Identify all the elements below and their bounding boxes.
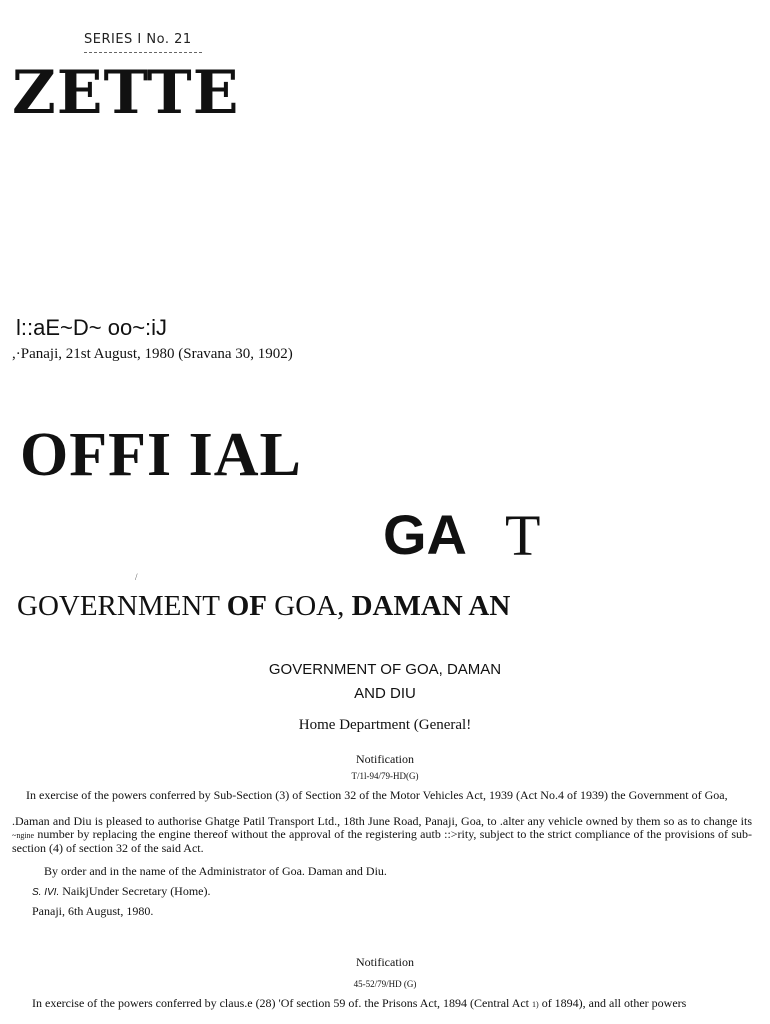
notification-reference: T/1l-94/79-HD(G) [351,771,419,781]
title-gazette-part-a: GA [383,503,467,566]
government-heading-part2: OF [226,590,267,622]
government-heading-part1: GOVERNMENT [17,590,227,622]
notification-2-paragraph [32,996,758,1011]
series-number: SERIES I No. 21 [84,32,192,47]
signatory-line [32,884,211,899]
place-date: Panaji, 6th August, 1980. [32,904,154,918]
title-official: OFFI IAL [20,421,302,489]
header-code-line: l::aE~D~ oo~:iJ [16,315,168,340]
notification-2-paragraph-end: of 1894), and all other powers [538,996,687,1010]
notice-government-line2: AND DIU [354,685,416,702]
stray-mark: / [135,572,138,582]
department-name: Home Department (General! [298,717,472,733]
title-gazette-part-b: T [505,503,541,568]
notification-2-paragraph-number: 1) [532,1000,539,1009]
gazette-logo: ZETTE [12,58,240,128]
government-heading [17,590,510,623]
signatory-initials: S. IVI. [32,887,60,898]
notification-2-heading: Notification [356,955,414,969]
paragraph-2-engine-word: ~ngine [12,831,35,840]
government-heading-part3: GOA, [267,590,352,622]
paragraph-2-end: number by replacing the engine thereof without the approval of the registering autb ::>rity, subject to the strict compliance of the provisions of sub-section (4) of section 32 of the said Act. [12,827,752,855]
notification-2-paragraph-start: In exercise of the powers conferred by claus.e (28) 'Of section 59 of. the Prisons Act, 1894 (Central Act [32,996,533,1010]
paragraph-2-start: .Daman and Diu is pleased to authorise Ghatge Patil Transport Ltd., 18th June Road, Panaji, Goa, to .alter any vehicle owned by them so as to change its [12,814,752,828]
notification-2-reference: 45-52/79/HD (G) [353,979,417,989]
notification-paragraph-1: In exercise of the powers conferred by Sub-Section (3) of Section 32 of the Motor Vehicles Act, 1939 (Act No.4 of 1939) the Government of Goa, [26,788,728,802]
series-rule [84,52,202,53]
issue-date: ,·Panaji, 21st August, 1980 (Sravana 30, 1902) [12,346,293,362]
signatory-name: NaikjUnder Secretary (Home). [59,884,211,898]
notice-government-line1: GOVERNMENT OF GOA, DAMAN [268,661,502,678]
notification-paragraph-2 [12,815,752,855]
notification-heading: Notification [356,752,414,766]
by-order-line: By order and in the name of the Administrator of Goa. Daman and Diu. [44,864,387,878]
government-heading-part4: DAMAN AN [351,590,511,622]
